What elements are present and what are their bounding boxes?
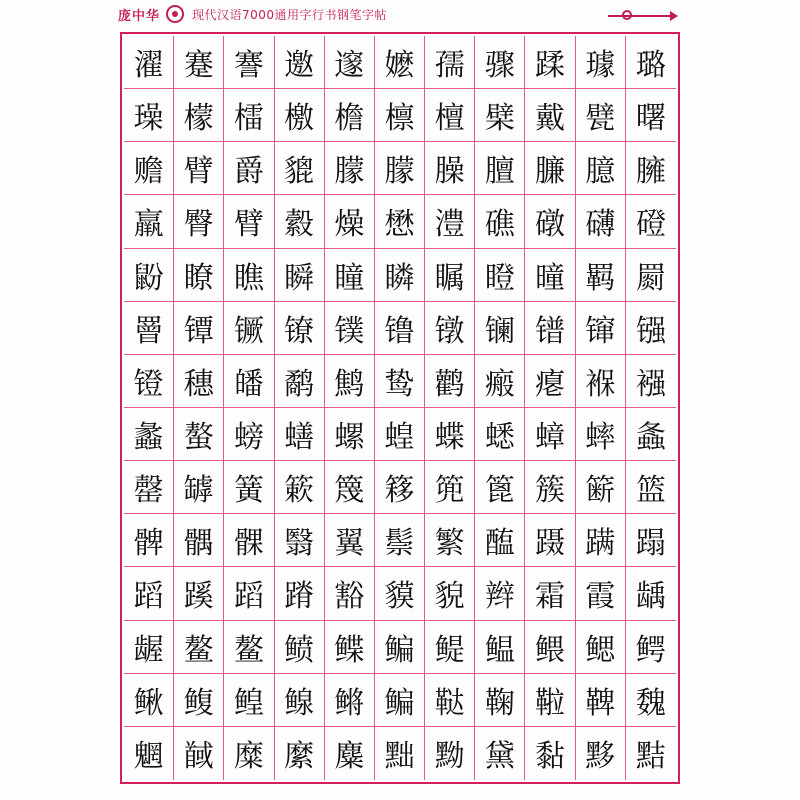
character-cell: 黟: [576, 727, 626, 780]
character-cell: 穗: [174, 355, 224, 408]
character-cell: 龋: [626, 567, 676, 620]
character-cell: 罄: [124, 461, 174, 514]
character-cell: 蹐: [275, 567, 325, 620]
character-cell: 檗: [475, 89, 525, 142]
character-cell: 髃: [174, 514, 224, 567]
character-cell: 戴: [525, 89, 575, 142]
character-cell: 澧: [425, 195, 475, 248]
character-cell: 镪: [626, 302, 676, 355]
character-cell: 礁: [475, 195, 525, 248]
character-cell: 罽: [626, 249, 676, 302]
character-cell: 镤: [325, 302, 375, 355]
character-cell: 瞭: [174, 249, 224, 302]
character-cell: 縠: [275, 195, 325, 248]
character-cell: 臂: [174, 142, 224, 195]
character-cell: 鞡: [525, 674, 575, 727]
character-cell: 簧: [224, 461, 274, 514]
character-cell: 鸷: [375, 355, 425, 408]
character-cell: 镩: [576, 302, 626, 355]
character-cell: 蝶: [425, 408, 475, 461]
pen-ring: [622, 10, 632, 20]
character-cell: 曈: [525, 249, 575, 302]
character-cell: 瘪: [525, 355, 575, 408]
character-cell: 臁: [525, 142, 575, 195]
character-cell: 霞: [576, 567, 626, 620]
character-cell: 鳆: [174, 674, 224, 727]
character-cell: 鞞: [576, 674, 626, 727]
character-cell: 髀: [124, 514, 174, 567]
character-cell: 貌: [425, 567, 475, 620]
character-cell: 燥: [325, 195, 375, 248]
character-cell: 鳂: [525, 621, 575, 674]
character-cell: 繁: [425, 514, 475, 567]
character-cell: 鼢: [124, 249, 174, 302]
character-cell: 蹈: [124, 567, 174, 620]
character-cell: 貔: [275, 142, 325, 195]
character-cell: 蹈: [224, 567, 274, 620]
character-cell: 鳊: [375, 621, 425, 674]
character-cell: 镣: [275, 302, 325, 355]
character-cell: 辫: [475, 567, 525, 620]
character-cell: 蟀: [576, 408, 626, 461]
character-cell: 蹊: [174, 567, 224, 620]
character-cell: 镧: [475, 302, 525, 355]
character-cell: 蝗: [375, 408, 425, 461]
character-cell: 鲽: [325, 621, 375, 674]
character-cell: 鳊: [375, 674, 425, 727]
character-cell: 檑: [224, 89, 274, 142]
character-cell: 檀: [425, 89, 475, 142]
author-name: 庞中华: [118, 8, 161, 24]
character-cell: 瘢: [475, 355, 525, 408]
character-cell: 魍: [124, 727, 174, 780]
character-cell: 邀: [275, 36, 325, 89]
character-cell: 縻: [275, 727, 325, 780]
character-cell: 蹋: [626, 514, 676, 567]
character-cell: 镥: [375, 302, 425, 355]
character-cell: 臃: [626, 142, 676, 195]
character-cell: 臀: [174, 195, 224, 248]
character-cell: 镡: [174, 302, 224, 355]
character-cell: 罅: [174, 461, 224, 514]
character-cell: 翳: [275, 514, 325, 567]
character-cell: 篼: [425, 461, 475, 514]
character-cell: 鳀: [425, 621, 475, 674]
pen-icon: [608, 14, 678, 18]
character-cell: 鳌: [174, 621, 224, 674]
character-cell: 朦: [375, 142, 425, 195]
character-cell: 螺: [325, 408, 375, 461]
character-cell: 爵: [224, 142, 274, 195]
character-cell: 螃: [224, 408, 274, 461]
page-header: [118, 2, 678, 26]
character-cell: 檩: [375, 89, 425, 142]
character-cell: 璪: [124, 89, 174, 142]
character-cell: 檐: [325, 89, 375, 142]
character-cell: 璐: [626, 36, 676, 89]
character-cell: 瞬: [275, 249, 325, 302]
character-cell: 甓: [576, 89, 626, 142]
character-cell: 襁: [626, 355, 676, 408]
character-cell: 篮: [626, 461, 676, 514]
character-cell: 鳃: [576, 621, 626, 674]
character-cell: 蹒: [576, 514, 626, 567]
character-cell: 嬷: [375, 36, 425, 89]
character-cell: 醢: [475, 514, 525, 567]
pen-shaft: [608, 15, 674, 17]
character-cell: 镢: [224, 302, 274, 355]
character-cell: 瞪: [475, 249, 525, 302]
character-cell: 黛: [475, 727, 525, 780]
character-cell: 蹂: [525, 36, 575, 89]
character-cell: 璩: [576, 36, 626, 89]
character-cell: 蹑: [525, 514, 575, 567]
character-cell: 麋: [325, 727, 375, 780]
character-cell: 臂: [224, 195, 274, 248]
character-cell: 鹪: [325, 355, 375, 408]
character-cell: 蠡: [124, 408, 174, 461]
book-title: 现代汉语7000通用字行书钢笔字帖: [192, 7, 388, 22]
character-cell: 黜: [375, 727, 425, 780]
character-cell: 檬: [174, 89, 224, 142]
character-cell: 鬃: [375, 514, 425, 567]
character-cell: 魏: [626, 674, 676, 727]
character-cell: 黏: [525, 727, 575, 780]
character-cell: 鹳: [425, 355, 475, 408]
character-cell: 濯: [124, 36, 174, 89]
character-cell: 瞵: [375, 249, 425, 302]
character-cell: 鞠: [475, 674, 525, 727]
character-cell: 蟋: [475, 408, 525, 461]
character-cell: 鳅: [124, 674, 174, 727]
character-cell: 蟑: [525, 408, 575, 461]
character-cell: 貘: [375, 567, 425, 620]
character-cell: 膻: [475, 142, 525, 195]
character-cell: 朦: [325, 142, 375, 195]
character-cell: 糜: [224, 727, 274, 780]
character-cell: 霜: [525, 567, 575, 620]
character-cell: 鳈: [275, 674, 325, 727]
character-cell: 邃: [325, 36, 375, 89]
character-cell: 簖: [576, 461, 626, 514]
character-cell: 褓: [576, 355, 626, 408]
character-cell: 鞑: [425, 674, 475, 727]
character-cell: 鳌: [224, 621, 274, 674]
character-cell: 懋: [375, 195, 425, 248]
character-cell: 礅: [525, 195, 575, 248]
character-cell: 瞩: [425, 249, 475, 302]
character-cell: 蹇: [174, 36, 224, 89]
character-cell: 簇: [525, 461, 575, 514]
character-cell: 馘: [174, 727, 224, 780]
character-cell: 瞧: [224, 249, 274, 302]
character-cell: 礴: [576, 195, 626, 248]
character-cell: 骤: [475, 36, 525, 89]
character-cell: 鳄: [626, 621, 676, 674]
character-cell: 鲼: [275, 621, 325, 674]
character-cell: 鹬: [275, 355, 325, 408]
character-cell: 簌: [275, 461, 325, 514]
character-cell: 鳉: [325, 674, 375, 727]
character-cell: 鳁: [475, 621, 525, 674]
character-cell: 檄: [275, 89, 325, 142]
character-cell: 镦: [425, 302, 475, 355]
character-cell: 簃: [375, 461, 425, 514]
character-cell: 臊: [425, 142, 475, 195]
character-cell: 磴: [626, 195, 676, 248]
character-cell: 謇: [224, 36, 274, 89]
character-cell: 篦: [475, 461, 525, 514]
character-cell: 羁: [576, 249, 626, 302]
pen-nib: [670, 11, 678, 21]
character-cell: 螽: [626, 408, 676, 461]
character-cell: 黝: [425, 727, 475, 780]
character-cell: 羸: [124, 195, 174, 248]
character-cell: 皤: [224, 355, 274, 408]
character-cell: 镫: [124, 355, 174, 408]
character-cell: 龌: [124, 621, 174, 674]
character-cell: 豁: [325, 567, 375, 620]
character-cell: 髁: [224, 514, 274, 567]
character-cell: 篾: [325, 461, 375, 514]
character-cell: 罾: [124, 302, 174, 355]
character-grid: [124, 36, 676, 780]
character-cell: 曙: [626, 89, 676, 142]
flower-logo-icon: [166, 5, 184, 23]
character-cell: 孺: [425, 36, 475, 89]
character-cell: 瞳: [325, 249, 375, 302]
character-cell: 黠: [635, 739, 666, 775]
character-cell: 臆: [576, 142, 626, 195]
character-cell: 蟮: [275, 408, 325, 461]
character-cell: 鳇: [224, 674, 274, 727]
character-cell: 翼: [325, 514, 375, 567]
character-cell: 赡: [124, 142, 174, 195]
character-cell: 镨: [525, 302, 575, 355]
character-cell: 螯: [174, 408, 224, 461]
